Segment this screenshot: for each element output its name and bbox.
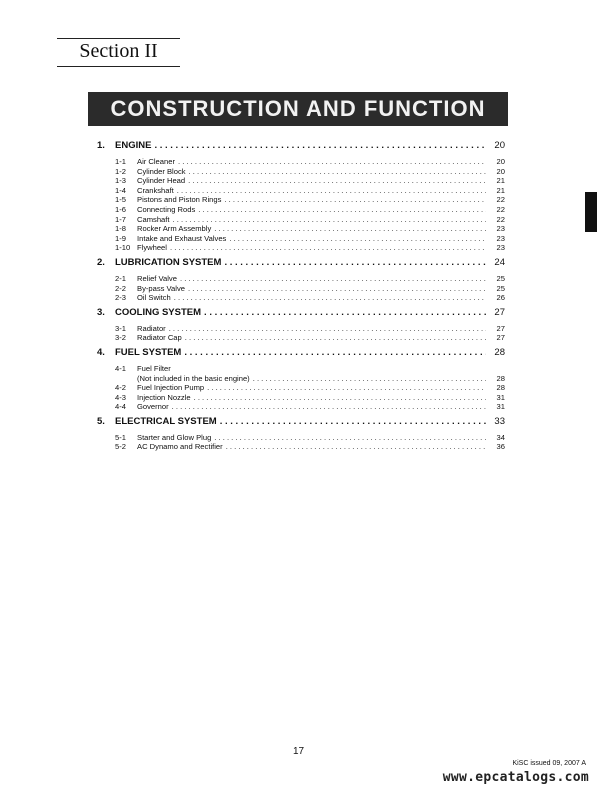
toc-chapter-number: 1. (97, 140, 105, 151)
toc-item-number: 4-4 (115, 402, 126, 412)
toc-leader-dots (188, 176, 486, 186)
toc-item-page: 31 (496, 392, 505, 402)
toc-item-title: Connecting Rods (137, 204, 196, 214)
toc-item-title: By-pass Valve (137, 283, 185, 293)
toc-item-title: Cylinder Head (137, 176, 186, 186)
toc-item-number: 4-2 (115, 383, 126, 393)
toc-item-row (97, 274, 505, 284)
toc-chapter-number: 3. (97, 306, 105, 318)
toc-leader-dots (177, 186, 486, 196)
toc-item-title: Radiator (137, 323, 166, 333)
toc-leader-dots (229, 234, 486, 244)
toc-item-number: 3-2 (115, 333, 126, 343)
toc-leader-dots (188, 284, 486, 294)
toc-leader-dots (253, 374, 486, 384)
toc-item-title: Radiator Cap (137, 333, 182, 343)
toc-item-number: 5-2 (115, 442, 126, 452)
toc-item-row (97, 243, 505, 253)
toc-item-number: 5-1 (115, 432, 126, 442)
toc-item-title: Intake and Exhaust Valves (137, 233, 227, 243)
toc-item-number: 2-2 (115, 283, 126, 293)
toc-leader-dots (184, 346, 486, 360)
toc-chapter-row (97, 306, 505, 320)
section-tab-marker (585, 192, 597, 232)
toc-item-number: 4-3 (115, 392, 126, 402)
toc-item-row (97, 224, 505, 234)
toc-item-row (97, 293, 505, 303)
section-title: Section II (57, 38, 180, 67)
toc-item-page: 21 (496, 185, 505, 195)
toc-item-title: AC Dynamo and Rectifier (137, 442, 223, 452)
toc-item-page: 20 (496, 157, 505, 166)
toc-item-page: 34 (496, 432, 505, 442)
toc-leader-dots (173, 215, 487, 225)
toc-leader-dots (214, 224, 486, 234)
toc-item-page: 31 (496, 402, 505, 412)
toc-item-title: Injection Nozzle (137, 392, 191, 402)
toc-leader-dots (189, 167, 486, 177)
toc-item-title: Pistons and Piston Rings (137, 195, 222, 205)
toc-item-row (97, 393, 505, 403)
toc-item-number: 2-1 (115, 273, 126, 283)
issue-note: KiSC issued 09, 2007 A (512, 760, 586, 767)
toc-leader-dots (178, 157, 486, 167)
toc-item-number: 1-7 (115, 214, 126, 224)
toc-item-title: Governor (137, 402, 169, 412)
toc-item-title: Crankshaft (137, 185, 174, 195)
toc-leader-dots (214, 433, 486, 443)
toc-item-number: 1-10 (115, 243, 131, 253)
toc-leader-dots (174, 293, 486, 303)
toc-item-page: 36 (496, 442, 505, 452)
toc-item-number: 2-3 (115, 293, 126, 303)
toc-item-page: 20 (496, 166, 505, 176)
toc-chapter-number: 4. (97, 346, 105, 358)
toc-leader-dots (185, 333, 486, 343)
toc-item-row (97, 433, 505, 443)
toc-chapter-number: 2. (97, 256, 105, 268)
toc-item-page: 28 (496, 383, 505, 393)
toc-item-page: 22 (496, 204, 505, 214)
toc-leader-dots (204, 306, 486, 320)
toc-leader-dots (226, 442, 486, 452)
toc-item-row (97, 284, 505, 294)
toc-leader-dots (172, 402, 486, 412)
toc-item-page: 23 (496, 233, 505, 243)
toc-leader-dots (207, 383, 486, 393)
watermark: www.epcatalogs.com (442, 770, 589, 785)
toc-item-row (97, 333, 505, 343)
toc-item-page: 27 (496, 333, 505, 343)
toc-item-page: 23 (496, 243, 505, 253)
toc-item-page: 25 (496, 283, 505, 293)
toc-item-row (97, 234, 505, 244)
toc-item-number: 4-1 (115, 363, 126, 373)
toc-leader-dots (170, 243, 486, 253)
toc-item-row (97, 402, 505, 412)
toc-item-number: 1-8 (115, 224, 126, 234)
toc-item-number: 1-5 (115, 195, 126, 205)
toc-item-number: 1-4 (115, 185, 126, 195)
toc-item-page: 23 (496, 224, 505, 234)
toc-chapter-title: ELECTRICAL SYSTEM (115, 415, 217, 427)
toc-item-title: Flywheel (137, 243, 167, 253)
toc-chapter-row (97, 256, 505, 270)
toc-item-title: Relief Valve (137, 273, 177, 283)
toc-item-row (97, 167, 505, 177)
toc-chapter-title: COOLING SYSTEM (115, 306, 202, 318)
toc-leader-dots (154, 139, 486, 153)
toc-item-number: 1-2 (115, 166, 126, 176)
toc-item-row (97, 215, 505, 225)
toc-item-row (97, 442, 505, 452)
toc-item-page: 25 (496, 273, 505, 283)
toc-item-title: Fuel Filter (137, 363, 171, 373)
toc-chapter-row (97, 346, 505, 360)
toc-item-title: Air Cleaner (137, 157, 175, 166)
toc-item-number: 1-3 (115, 176, 126, 186)
toc-leader-dots (194, 393, 486, 403)
toc-item-row (97, 157, 505, 167)
toc-item-row (97, 374, 505, 384)
toc-item-row (97, 364, 505, 374)
section-header (57, 38, 180, 67)
toc-chapter-row (97, 139, 505, 153)
toc-item-number: 1-6 (115, 204, 126, 214)
toc-item-page: 22 (496, 195, 505, 205)
toc-chapter-title: FUEL SYSTEM (115, 346, 182, 358)
toc-chapter-number: 5. (97, 415, 105, 427)
toc-leader-dots (198, 205, 486, 215)
table-of-contents (97, 136, 505, 452)
toc-item-row (97, 195, 505, 205)
toc-leader-dots (220, 415, 486, 429)
toc-chapter-title: LUBRICATION SYSTEM (115, 256, 222, 268)
toc-item-row (97, 205, 505, 215)
toc-item-page: 27 (496, 323, 505, 333)
toc-chapter-title: ENGINE (115, 140, 152, 151)
toc-leader-dots (224, 256, 486, 270)
toc-item-title: Oil Switch (137, 293, 171, 303)
toc-leader-dots (224, 195, 486, 205)
toc-item-page: 21 (496, 176, 505, 186)
toc-item-number: 1-1 (115, 157, 126, 166)
toc-leader-dots (169, 324, 486, 334)
toc-item-row (97, 176, 505, 186)
toc-item-title: Fuel Injection Pump (137, 383, 205, 393)
toc-leader-dots (180, 274, 486, 284)
toc-chapter-page: 27 (494, 306, 505, 318)
toc-item-row (97, 186, 505, 196)
toc-chapter-page: 20 (494, 140, 505, 151)
toc-item-row (97, 383, 505, 393)
toc-chapter-row (97, 415, 505, 429)
toc-item-title: Camshaft (137, 214, 170, 224)
toc-chapter-page: 33 (494, 415, 505, 427)
toc-item-title: Rocker Arm Assembly (137, 224, 212, 234)
page-number: 17 (292, 746, 305, 757)
toc-item-row (97, 324, 505, 334)
toc-item-page: 26 (496, 293, 505, 303)
toc-chapter-page: 24 (494, 256, 505, 268)
toc-item-page: 22 (496, 214, 505, 224)
toc-item-number: 1-9 (115, 233, 126, 243)
toc-item-title: Cylinder Block (137, 166, 186, 176)
toc-item-page: 28 (496, 373, 505, 383)
toc-item-number: 3-1 (115, 323, 126, 333)
toc-item-title: (Not included in the basic engine) (137, 373, 250, 383)
toc-chapter-page: 28 (494, 346, 505, 358)
toc-item-title: Starter and Glow Plug (137, 432, 212, 442)
chapter-banner: CONSTRUCTION AND FUNCTION (88, 92, 508, 126)
